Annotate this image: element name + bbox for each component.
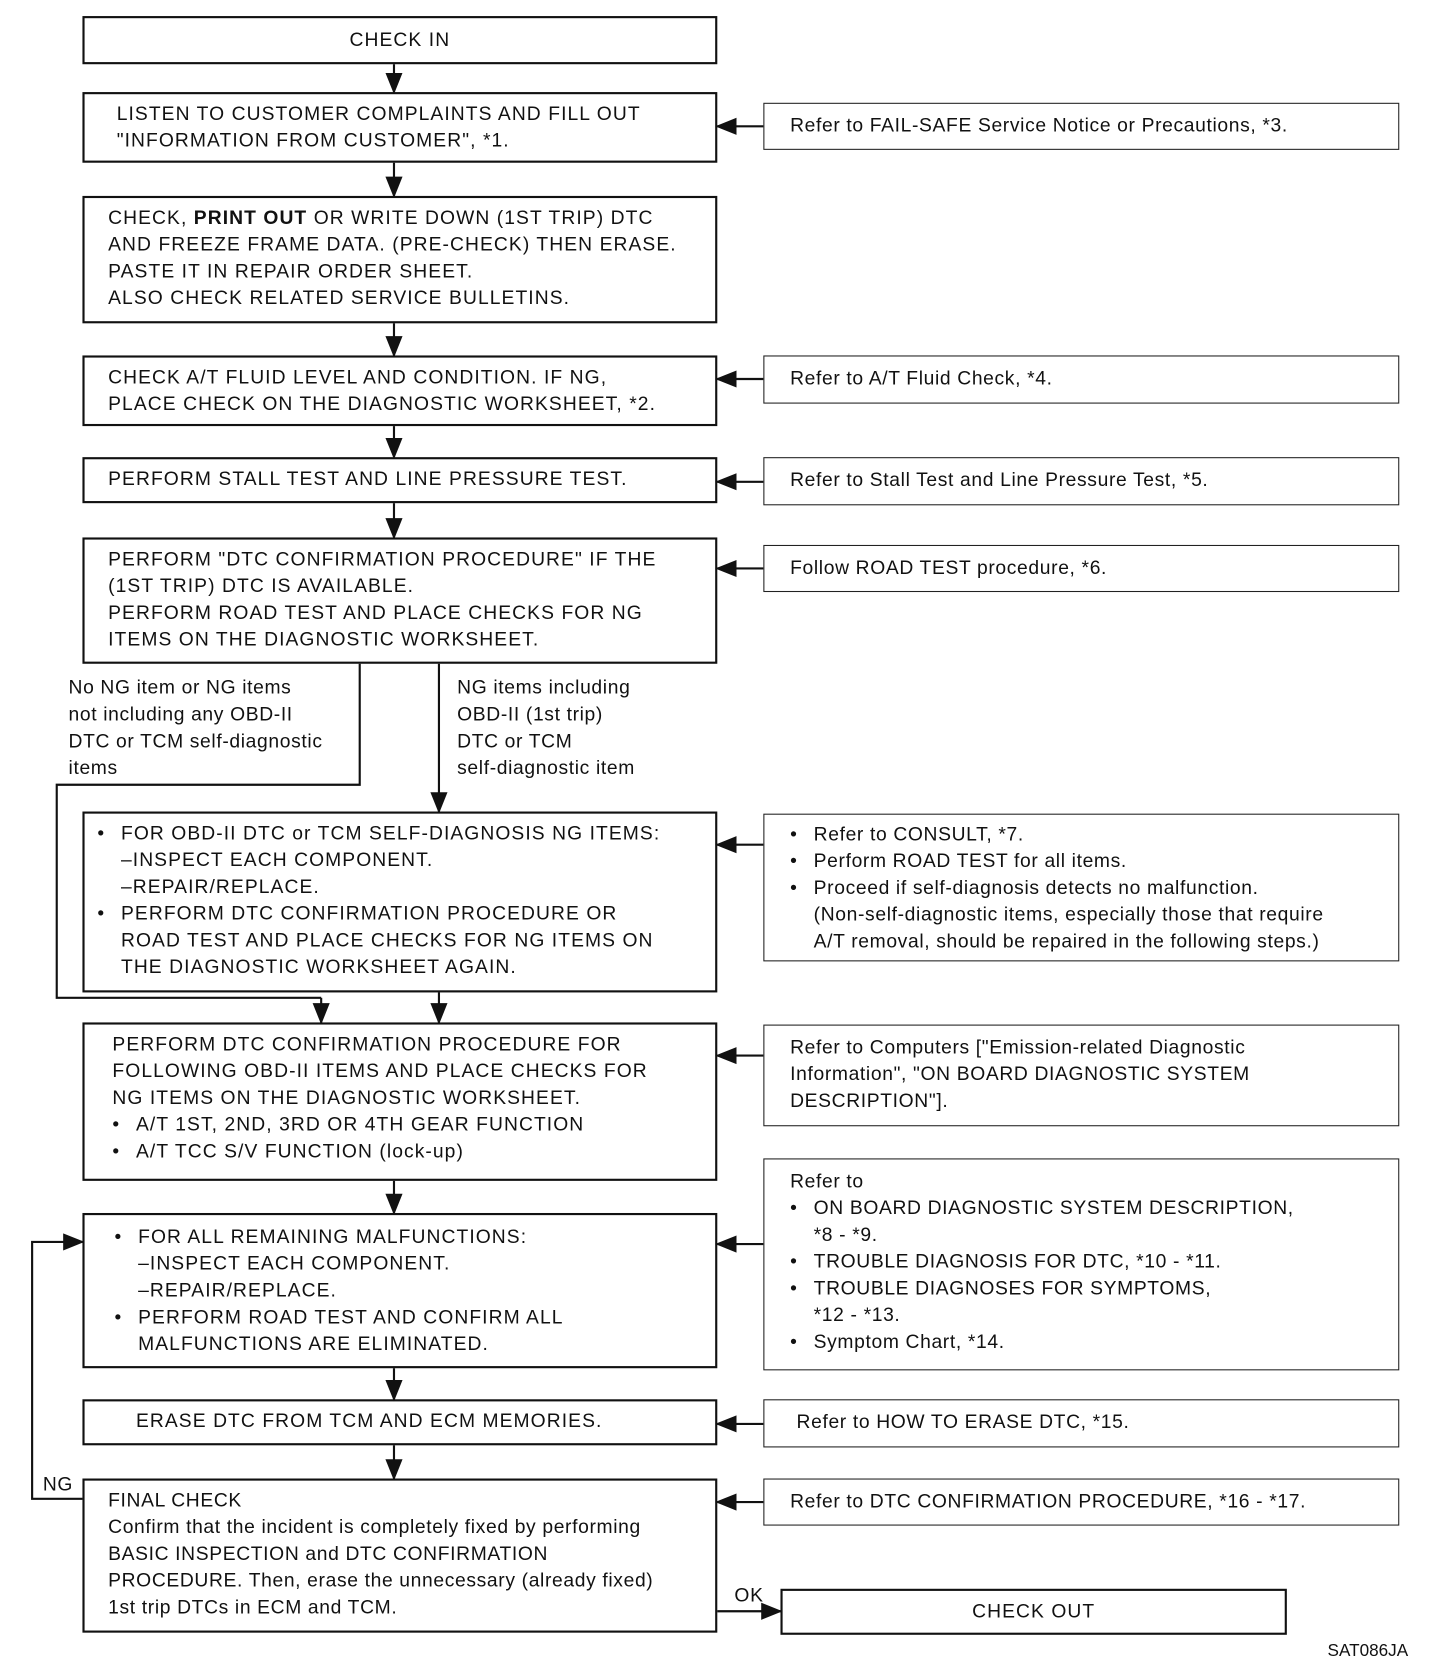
bullet-item: • PERFORM DTC CONFIRMATION PROCEDURE OR [121, 900, 704, 927]
stall-test-step [82, 457, 717, 503]
ref-consult [763, 814, 1399, 962]
step-text [108, 204, 704, 231]
ref-text: A/T removal, should be repaired in the following steps.) [813, 930, 1320, 952]
fluid-check-step [82, 355, 717, 426]
branch-label-ng [457, 674, 635, 781]
ref-text: Refer to DTC CONFIRMATION PROCEDURE, *16 - *17. [790, 1490, 1307, 1512]
step-text: PERFORM STALL TEST AND LINE PRESSURE TEST. [108, 467, 628, 490]
step-text: PROCEDURE. Then, erase the unnecessary (already fixed) [108, 1569, 654, 1591]
bullet-item: • PERFORM ROAD TEST AND CONFIRM ALL [138, 1304, 704, 1331]
remaining-malfunctions-step [82, 1213, 717, 1368]
step-text: –REPAIR/REPLACE. [120, 875, 320, 898]
step-text: PERFORM ROAD TEST AND PLACE CHECKS FOR NG [108, 601, 643, 624]
step-text: ROAD TEST AND PLACE CHECKS FOR NG ITEMS ON [120, 929, 654, 951]
branch-text: DTC or TCM self-diagnostic [68, 730, 323, 752]
check-dtc-step [82, 196, 717, 323]
step-text: CHECK A/T FLUID LEVEL AND CONDITION. IF NG, [108, 366, 608, 388]
ref-bullet: • TROUBLE DIAGNOSES FOR SYMPTOMS, [790, 1275, 1387, 1302]
step-text: ERASE DTC FROM TCM AND ECM MEMORIES. [135, 1409, 603, 1432]
ref-bullet: • Proceed if self-diagnosis detects no malfunction. [814, 875, 1388, 902]
ref-text: (Non-self-diagnostic items, especially those that require [813, 903, 1324, 925]
ref-fail-safe [763, 103, 1399, 150]
step-text: PLACE CHECK ON THE DIAGNOSTIC WORKSHEET, *2. [108, 392, 657, 415]
step-text: FOLLOWING OBD-II ITEMS AND PLACE CHECKS FOR [112, 1059, 648, 1082]
step-text: PASTE IT IN REPAIR ORDER SHEET. [108, 260, 474, 282]
step-text: 1st trip DTCs in ECM and TCM. [108, 1596, 398, 1618]
branch-text: not including any OBD-II [68, 703, 293, 725]
step-text: MALFUNCTIONS ARE ELIMINATED. [138, 1332, 489, 1355]
step-text: AND FREEZE FRAME DATA. (PRE-CHECK) THEN ERASE. [108, 233, 677, 255]
check-out-box [780, 1589, 1286, 1635]
ng-loop-label: NG [42, 1473, 74, 1495]
ref-bullet: • Refer to CONSULT, *7. [814, 821, 1388, 848]
bullet-item: • A/T 1ST, 2ND, 3RD OR 4TH GEAR FUNCTION [112, 1111, 704, 1138]
ref-text: Follow ROAD TEST procedure, *6. [790, 556, 1108, 579]
ref-text: DESCRIPTION"]. [790, 1089, 949, 1112]
ref-stall-test [763, 457, 1399, 505]
listen-customer-step [82, 92, 717, 163]
ref-text: Refer to FAIL-SAFE Service Notice or Precautions, *3. [790, 114, 1288, 136]
ref-text: Refer to Stall Test and Line Pressure Test, *5. [790, 468, 1209, 491]
text-part: OR WRITE DOWN (1ST TRIP) DTC [307, 206, 654, 229]
step-text: FINAL CHECK [108, 1489, 242, 1511]
final-check-step [82, 1478, 717, 1632]
branch-text: self-diagnostic item [457, 756, 635, 779]
branch-text: DTC or TCM [457, 730, 573, 752]
step-text: NG ITEMS ON THE DIAGNOSTIC WORKSHEET. [112, 1086, 582, 1109]
ref-text: Refer to [790, 1170, 864, 1192]
step-text: BASIC INSPECTION and DTC CONFIRMATION [108, 1542, 549, 1565]
bullet-item: • A/T TCC S/V FUNCTION (lock-up) [112, 1138, 704, 1165]
obd-items-confirmation-step [82, 1022, 717, 1180]
ref-fluid-check [763, 355, 1399, 403]
step-text: –INSPECT EACH COMPONENT. [138, 1252, 451, 1275]
step-text: PERFORM "DTC CONFIRMATION PROCEDURE" IF THE [108, 548, 657, 570]
step-text: –REPAIR/REPLACE. [138, 1279, 337, 1301]
step-text: (1ST TRIP) DTC IS AVAILABLE. [108, 574, 415, 597]
ref-bullet: • Perform ROAD TEST for all items. [814, 848, 1388, 875]
step-text: LISTEN TO CUSTOMER COMPLAINTS AND FILL OUT [116, 102, 641, 125]
ref-road-test [763, 545, 1399, 592]
figure-id: SAT086JA [1327, 1642, 1409, 1661]
text-part: CHECK, [108, 206, 194, 229]
branch-text: OBD-II (1st trip) [457, 703, 603, 725]
step-text: PERFORM DTC CONFIRMATION PROCEDURE FOR [112, 1033, 622, 1055]
obd-ng-items-step [82, 812, 717, 993]
step-text: ALSO CHECK RELATED SERVICE BULLETINS. [108, 286, 571, 309]
ref-text: Information", "ON BOARD DIAGNOSTIC SYSTEM [790, 1063, 1250, 1085]
bullet-item: • FOR OBD-II DTC or TCM SELF-DIAGNOSIS NG ITEMS: [121, 820, 704, 847]
check-out-label: CHECK OUT [972, 1600, 1096, 1622]
ref-dtc-confirmation [763, 1478, 1399, 1525]
step-text: THE DIAGNOSTIC WORKSHEET AGAIN. [120, 956, 517, 978]
ref-computers [763, 1025, 1399, 1127]
ref-text: Refer to HOW TO ERASE DTC, *15. [796, 1411, 1130, 1433]
ref-bullet: • TROUBLE DIAGNOSIS FOR DTC, *10 - *11. [790, 1248, 1387, 1275]
ref-text: *12 - *13. [813, 1303, 901, 1326]
step-text: Confirm that the incident is completely fixed by performing [108, 1515, 641, 1538]
bullet-item: • FOR ALL REMAINING MALFUNCTIONS: [138, 1224, 704, 1251]
ref-text: Refer to A/T Fluid Check, *4. [790, 367, 1053, 389]
check-in-label: CHECK IN [349, 28, 451, 51]
ref-bullet: • ON BOARD DIAGNOSTIC SYSTEM DESCRIPTION, [790, 1195, 1387, 1222]
ok-label: OK [734, 1584, 764, 1606]
erase-dtc-step [82, 1399, 717, 1445]
dtc-confirmation-step [82, 537, 717, 663]
branch-text: NG items including [457, 676, 631, 699]
ref-text: *8 - *9. [813, 1223, 878, 1246]
ref-text: Refer to Computers ["Emission-related Diagnostic [790, 1036, 1246, 1058]
text-bold: PRINT OUT [193, 206, 308, 229]
branch-text: No NG item or NG items [68, 676, 292, 699]
check-in-box [82, 16, 717, 64]
branch-text: items [68, 756, 118, 779]
ref-diagnosis-list [763, 1158, 1399, 1370]
ref-bullet: • Symptom Chart, *14. [790, 1329, 1387, 1356]
branch-label-no-ng [69, 674, 323, 781]
step-text: "INFORMATION FROM CUSTOMER", *1. [116, 129, 510, 151]
ref-erase-dtc [763, 1399, 1399, 1447]
step-text: ITEMS ON THE DIAGNOSTIC WORKSHEET. [108, 628, 540, 650]
step-text: –INSPECT EACH COMPONENT. [120, 848, 434, 871]
